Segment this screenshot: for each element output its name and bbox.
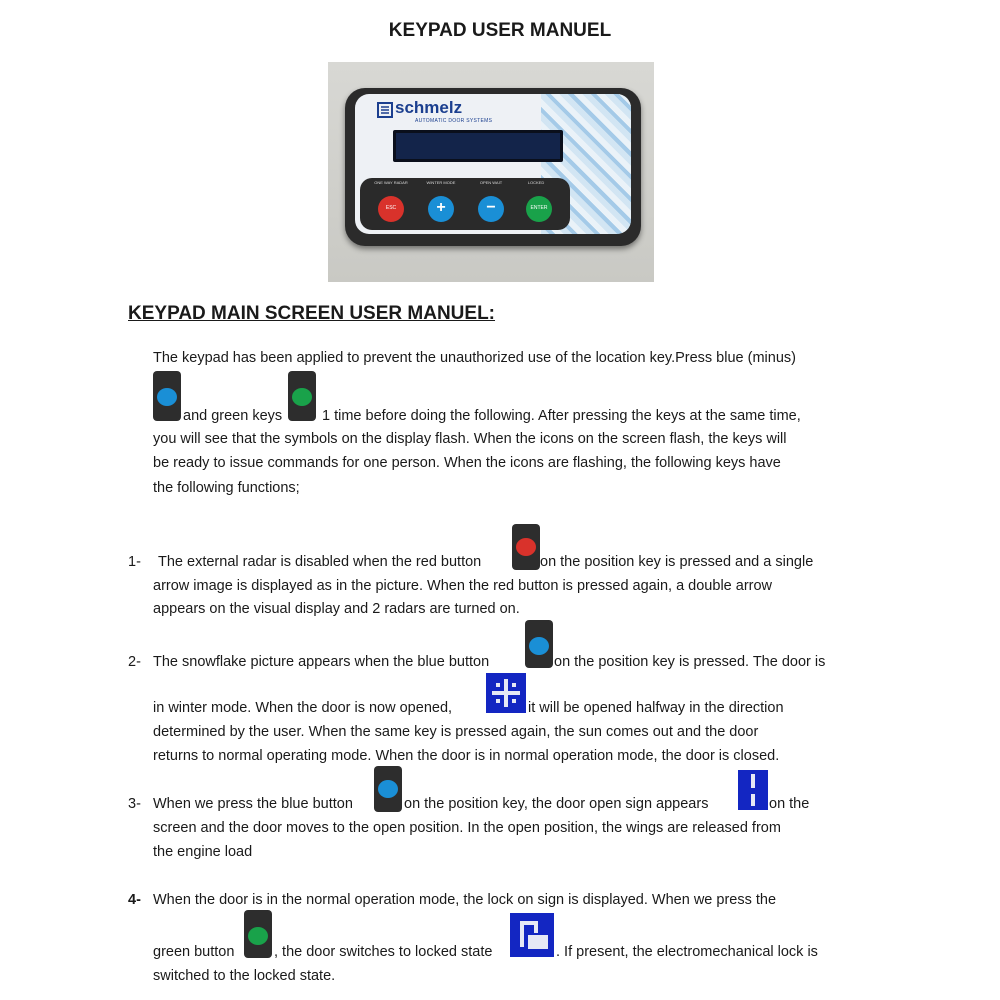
- item-1-number: 1-: [128, 554, 141, 570]
- item-4-number: 4-: [128, 892, 141, 908]
- item-4-line-2b: , the door switches to locked state: [274, 944, 493, 960]
- red-esc-key: [378, 196, 404, 222]
- item-3-line-1c: on the: [769, 796, 810, 812]
- intro-line-4: be ready to issue commands for one person. When the icons are flashing, the following keys have: [153, 455, 781, 471]
- item-2-number: 2-: [128, 654, 141, 670]
- minus-key-text: −: [486, 199, 496, 216]
- keypad-faceplate: [355, 94, 631, 234]
- blue-minus-key-icon-2: [374, 766, 402, 812]
- brand-name: schmelz: [395, 98, 463, 117]
- item-2-line-4: returns to normal operating mode. When the door is in normal operation mode, the door is closed.: [153, 748, 780, 764]
- green-enter-key-icon-2: [244, 910, 272, 958]
- key-label-winter: WINTER MODE: [426, 180, 456, 185]
- blue-dot: [378, 780, 398, 798]
- schmelz-logo-icon: [377, 102, 393, 118]
- green-enter-key: [526, 196, 552, 222]
- door-open-display-icon: [738, 770, 768, 810]
- blue-minus-key: [478, 196, 504, 222]
- item-1-line-1b: on the position key is pressed and a single: [540, 554, 814, 570]
- blue-plus-key: [428, 196, 454, 222]
- green-dot: [292, 388, 312, 406]
- brand-subtitle: AUTOMATIC DOOR SYSTEMS: [415, 118, 493, 124]
- red-esc-key-icon: [512, 524, 540, 570]
- blue-dot: [529, 637, 549, 655]
- item-1-line-2: arrow image is displayed as in the picture. When the red button is pressed again, a double arrow: [153, 578, 773, 594]
- item-4-line-1: When the door is in the normal operation mode, the lock on sign is displayed. When we press the: [153, 892, 777, 908]
- key-label-locked: LOCKED: [527, 180, 545, 185]
- intro-line-3: you will see that the symbols on the display flash. When the icons on the screen flash, the keys will: [153, 431, 787, 447]
- item-2-line-2b: it will be opened halfway in the direction: [528, 700, 784, 716]
- item-4-line-2a: green button: [153, 944, 235, 960]
- item-4-line-3: switched to the locked state.: [153, 968, 336, 984]
- item-3-number: 3-: [128, 796, 141, 812]
- item-1-line-3: appears on the visual display and 2 radars are turned on.: [153, 601, 520, 617]
- lock-display-icon: [510, 913, 554, 957]
- item-2-line-2a: in winter mode. When the door is now opened,: [153, 700, 453, 716]
- document-title: KEYPAD USER MANUEL: [388, 20, 612, 41]
- blue-plus-key-icon: [525, 620, 553, 668]
- item-4-line-2c: . If present, the electromechanical lock is: [556, 944, 818, 960]
- item-2-line-1b: on the position key is pressed. The door is: [554, 654, 826, 670]
- keypad-photo: [328, 62, 654, 282]
- blue-dot: [157, 388, 177, 406]
- key-panel: [360, 178, 570, 230]
- esc-key-text: ESC: [385, 205, 397, 211]
- key-label-open: OPEN WAIT: [479, 180, 503, 185]
- key-label-one-way: ONE WAY RADAR: [374, 180, 408, 185]
- red-dot: [516, 538, 536, 556]
- lcd-display: [393, 130, 563, 162]
- snowflake-display-icon: [486, 673, 526, 713]
- plus-key-text: +: [436, 199, 446, 216]
- intro-line-2a: and green keys: [183, 408, 283, 424]
- intro-line-1: The keypad has been applied to prevent the unauthorized use of the location key.Press blue (minus): [153, 350, 796, 366]
- item-1-line-1a: The external radar is disabled when the red button: [158, 554, 482, 570]
- intro-line-2b: 1 time before doing the following. After pressing the keys at the same time,: [322, 408, 801, 424]
- item-3-line-3: the engine load: [153, 844, 253, 860]
- item-3-line-1b: on the position key, the door open sign appears: [404, 796, 709, 812]
- item-2-line-3: determined by the user. When the same key is pressed again, the sun comes out and the door: [153, 724, 759, 740]
- intro-line-5: the following functions;: [153, 480, 300, 496]
- blue-minus-key-icon: [153, 371, 181, 421]
- item-3-line-2: screen and the door moves to the open position. In the open position, the wings are released from: [153, 820, 781, 836]
- item-3-line-1a: When we press the blue button: [153, 796, 353, 812]
- keypad-device: [345, 88, 641, 246]
- green-enter-key-icon: [288, 371, 316, 421]
- item-2-line-1a: The snowflake picture appears when the blue button: [153, 654, 490, 670]
- section-title: KEYPAD MAIN SCREEN USER MANUEL:: [128, 303, 496, 324]
- green-dot: [248, 927, 268, 945]
- enter-key-text: ENTER: [530, 205, 548, 211]
